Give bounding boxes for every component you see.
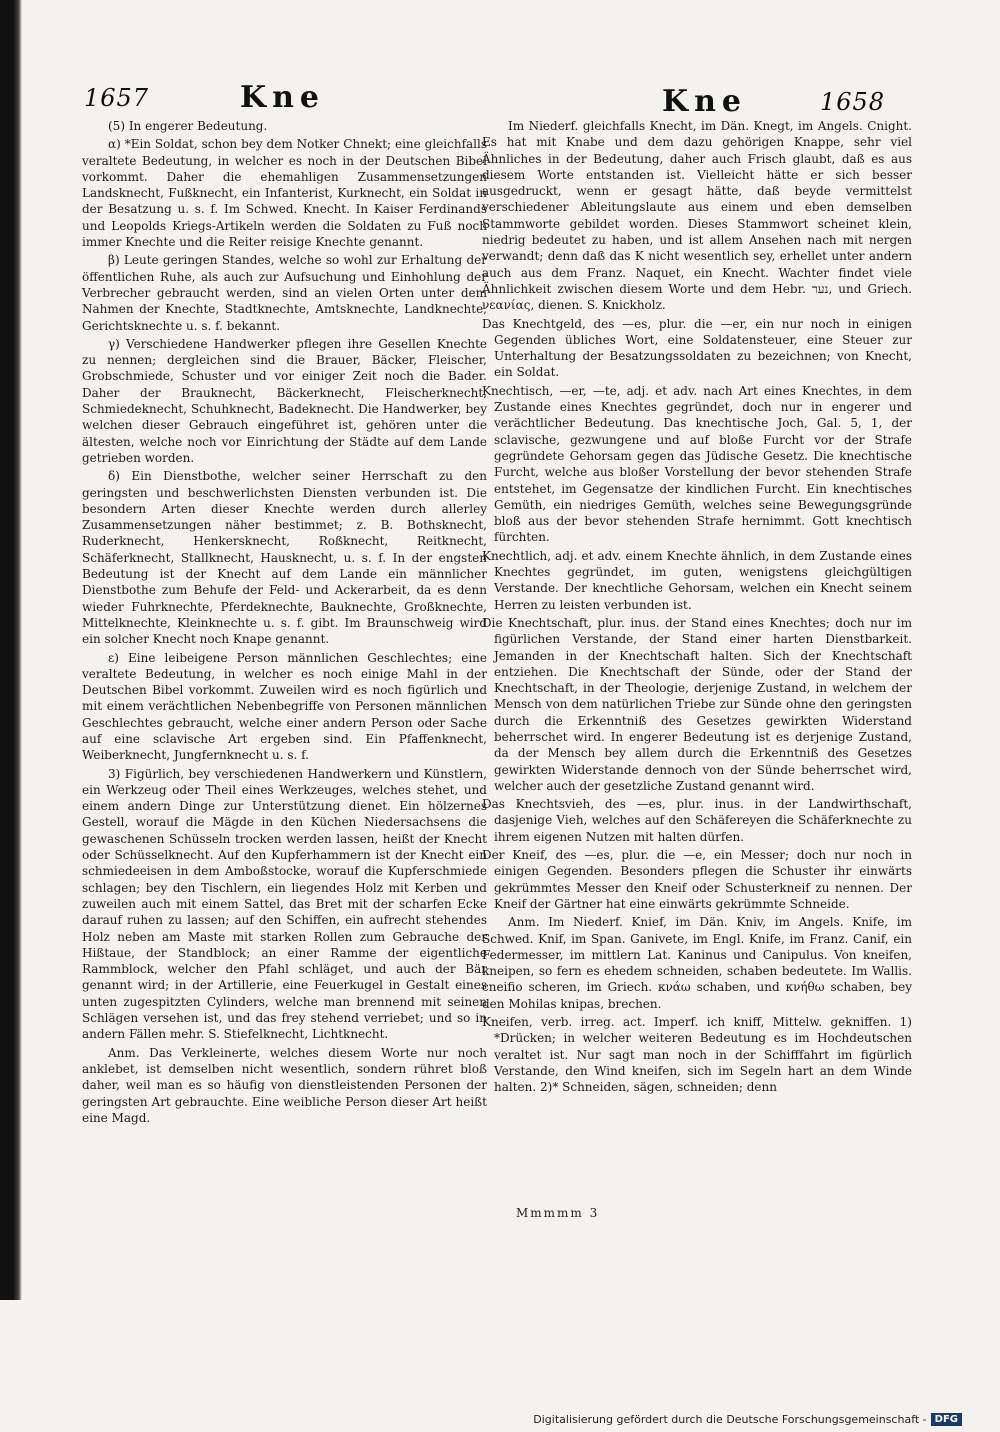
right-header-word: Kne (662, 84, 747, 119)
right-page-number: 1658 (820, 88, 886, 116)
scan-dark-edge (0, 0, 22, 1300)
signature-mark: Mmmmm 3 (516, 1206, 600, 1220)
digitization-credit (533, 1413, 962, 1426)
dictionary-entry: Der Kneif, des —es, plur. die —e, ein Messer; doch nur noch in einigen Gegenden. Besonders pflegen die Schuster ihr einwärts gekrümmtes Messer den Kneif oder Schusterkneif zu nennen. Der Kneif der Gärtner hat eine einwärts gekrümmte Schneide. (482, 848, 912, 911)
left-header-word: Kne (240, 80, 325, 115)
left-paragraph: (5) In engerer Bedeutung. (108, 119, 268, 133)
left-paragraph: ε) Eine leibeigene Person männlichen Geschlechtes; eine veraltete Bedeutung, in welcher es noch einige Mahl in der Deutschen Bibel vorkommt. Zuweilen wird es noch figürlich und mit einem verächtlichen Nebenbegriffe von Personen männlichen Geschlechtes gebraucht, welche einer andern Person oder Sache auf eine sclavische Art ergeben sind. Ein Pfaffenknecht, Weiberknecht, Jungfernknecht u. s. f. (82, 650, 487, 763)
dictionary-entry: Knechtisch, —er, —te, adj. et adv. nach Art eines Knechtes, in dem Zustande eines Knechtes gegründet, doch nur in engerer und verächtlicher Bedeutung. Das knechtische Joch, Gal. 5, 1, der sclavische, gezwungene und auf bloße Furcht vor der Strafe gegründete Gehorsam gegen das Jüdische Gesetz. Die knechtische Furcht, welche aus bloßer Vorstellung der bevor stehenden Strafe entstehet, im Gegensatze der kindlichen Furcht. Ein knechtisches Gemüth, ein niedriges Gemüth, welches seine Bewegungsgründe bloß aus der bevor stehenden Strafe hernimmt. Gott knechtisch fürchten. (482, 383, 912, 545)
credit-text: Digitalisierung gefördert durch die Deutsche Forschungsgemeinschaft - (533, 1413, 927, 1426)
left-paragraph: Anm. Das Verkleinerte, welches diesem Worte nur noch anklebet, ist demselben nicht wesentlich, sondern rühret bloß daher, weil man es so häufig von dienstleistenden Personen der geringsten Art gebrauchte. Eine weibliche Person dieser Art heißt eine Magd. (82, 1045, 487, 1125)
dfg-logo: DFG (931, 1413, 962, 1426)
left-paragraph: 3) Figürlich, bey verschiedenen Handwerkern und Künstlern, ein Werkzeug oder Theil eines Werkzeuges, welches stehet, und einem andern Dinge zur Unterstützung dienet. Ein hölzernes Gestell, worauf die Mägde in den Küchen Niedersachsens die gewaschenen Schüsseln trocken werden lassen, heißt der Knecht oder Schüsselknecht. Auf den Kupferhammern ist der Knecht ein schmiedeeisen in dem Amboßstocke, worauf die Kupferschmiede schlagen; bey den Tischlern, ein liegendes Holz mit Kerben und zuweilen auch mit einem Sattel, das Bret mit der scharfen Ecke darauf ruhen zu lassen; auf den Schiffen, ein aufrecht stehendes Holz neben am Maste mit starken Rollen zum Gebrauche der Hißtaue, der Standblock; an einer Ramme der eigentliche Rammblock, welcher den Pfahl schläget, und auch der Bär genannt wird; in der Artillerie, eine Feuerkugel in Gestalt eines unten zugespitzten Cylinders, welche man brennend mit seinen Schlägen versehen ist, und das frey stehend verriebet; und so in andern Fällen mehr. S. Stiefelknecht, Lichtknecht. (82, 766, 487, 1042)
left-page-number: 1657 (84, 84, 150, 112)
dictionary-entry: Knechtlich, adj. et adv. einem Knechte ähnlich, in dem Zustande eines Knechtes gegründet, im guten, wenigstens gleichgültigen Verstande. Der knechtliche Gehorsam, welchen ein Knecht seinem Herren zu leisten verbunden ist. (482, 548, 912, 612)
right-column (482, 118, 912, 1098)
left-paragraph: α) *Ein Soldat, schon bey dem Notker Chnekt; eine gleichfalls veraltete Bedeutung, in welcher es noch in der Deutschen Bibel vorkommt. Daher die ehemahligen Zusammensetzungen Landsknecht, Fußknecht, ein Infanterist, Kurknecht, ein Soldat in der Besatzung u. s. f. Im Schwed. Knecht. In Kaiser Ferdinands und Leopolds Kriegs-Artikeln werden die Soldaten zu Fuß noch immer Knechte und die Reiter reisige Knechte genannt. (82, 137, 487, 250)
left-column (82, 118, 487, 1128)
right-paragraph: Im Niederf. gleichfalls Knecht, im Dän. Knegt, im Angels. Cnight. Es hat mit Knabe und dem dazu gehörigen Knappe, sehr viel Ähnliches in der Bedeutung, daher auch Frisch glaubt, daß es aus diesem Worte entstanden ist. Vielleicht hätte er sich besser ausgedruckt, wenn er gesagt hätte, daß beyde vermittelst verschiedener Ableitungslaute aus einem und eben demselben Stammworte gebildet worden. Dieses Stammwort scheinet klein, niedrig bedeutet zu haben, und ist allem Ansehen nach mit nergen verwandt; denn daß das K nicht wesentlich sey, erhellet unter andern auch aus dem Franz. Naquet, ein Knecht. Wachter findet viele Ähnlichkeit zwischen diesem Worte und dem Hebr. נער, und Griech. νεανίας, dienen. S. Knickholz. (482, 119, 913, 313)
dictionary-entry: Das Knechtgeld, des —es, plur. die —er, ein nur noch in einigen Gegenden übliches Wort, eine Soldatensteuer, eine Steuer zur Unterhaltung der Besatzungssoldaten zu bezeichnen; von Knecht, ein Soldat. (482, 316, 912, 380)
left-paragraph: β) Leute geringen Standes, welche so wohl zur Erhaltung der öffentlichen Ruhe, als auch zur Aufsuchung und Einhohlung der Verbrecher gebraucht werden, sind an vielen Orten unter dem Nahmen der Knechte, Stadtknechte, Amtsknechte, Landknechte, Gerichtsknechte u. s. f. bekannt. (82, 253, 487, 333)
dictionary-entry: Das Knechtsvieh, des —es, plur. inus. in der Landwirthschaft, dasjenige Vieh, welches auf den Schäfereyen die Schäferknechte zu ihrem eigenen Nutzen mit halten dürfen. (482, 797, 912, 844)
left-paragraph: γ) Verschiedene Handwerker pflegen ihre Gesellen Knechte zu nennen; dergleichen sind die Brauer, Bäcker, Fleischer, Grobschmiede, Schuster und vor einiger Zeit noch die Bader. Daher der Brauknecht, Bäckerknecht, Fleischerknecht, Schmiedeknecht, Schuhknecht, Badeknecht. Die Handwerker, bey welchen dieser Gebrauch eingeführet ist, gehören unter die ältesten, welche noch vor Einrichtung der Städte auf dem Lande getrieben worden. (82, 336, 487, 465)
dictionary-page (26, 0, 1000, 1432)
dictionary-entry: Die Knechtschaft, plur. inus. der Stand eines Knechtes; doch nur im figürlichen Verstande, der Stand einer harten Dienstbarkeit. Jemanden in der Knechtschaft halten. Sich der Knechtschaft entziehen. Die Knechtschaft der Sünde, oder der Stand der Knechtschaft, in der Theologie, derjenige Zustand, in welchem der Mensch von dem natürlichen Triebe zur Sünde ohne den geringsten durch die Erkenntniß des Gesetzes gewirkten Widerstand beherrschet wird. In engerer Bedeutung ist es derjenige Zustand, da der Mensch bey allem durch die Erkenntniß des Gesetzes gewirkten Widerstande dennoch von der Sünde beherrschet wird, welcher auch der gesetzliche Zustand genannt wird. (482, 615, 912, 793)
dictionary-entry: Kneifen, verb. irreg. act. Imperf. ich kniff, Mittelw. gekniffen. 1) *Drücken; in welcher weiteren Bedeutung es im Hochdeutschen veraltet ist. Nur sagt man noch in der Schifffahrt im figürlich Verstande, den Wind kneifen, sich im Segeln hart an dem Winde halten. 2)* Schneiden, sägen, schneiden; denn (482, 1015, 912, 1095)
left-paragraph: δ) Ein Dienstbothe, welcher seiner Herrschaft zu den geringsten und beschwerlichsten Diensten verbunden ist. Die besondern Arten dieser Knechte werden durch allerley Zusammensetzungen näher bestimmet; z. B. Bothsknecht, Ruderknecht, Henkersknecht, Roßknecht, Reitknecht, Schäferknecht, Stallknecht, Hausknecht, u. s. f. In der engsten Bedeutung ist der Knecht auf dem Lande ein männlicher Dienstbothe zum Behufe der Feld- und Ackerarbeit, da es denn wieder Fuhrknechte, Pferdeknechte, Bauknechte, Großknechte, Mittelknechte, Kleinknechte u. s. f. gibt. Im Braunschweig wird ein solcher Knecht noch Knape genannt. (82, 469, 487, 647)
right-paragraph: Anm. Im Niederf. Knief, im Dän. Kniv, im Angels. Knife, im Schwed. Knif, im Span. Ganivete, im Engl. Knife, im Franz. Canif, ein Federmesser, im mittlern Lat. Kaninus und Canipulus. Von kneifen, kneipen, so fern es ehedem schneiden, schaben bedeutete. Im Wallis. cneifio scheren, im Griech. κνάω schaben, und κνήθω schaben, bey den Mohilas knipas, brechen. (482, 915, 912, 1011)
